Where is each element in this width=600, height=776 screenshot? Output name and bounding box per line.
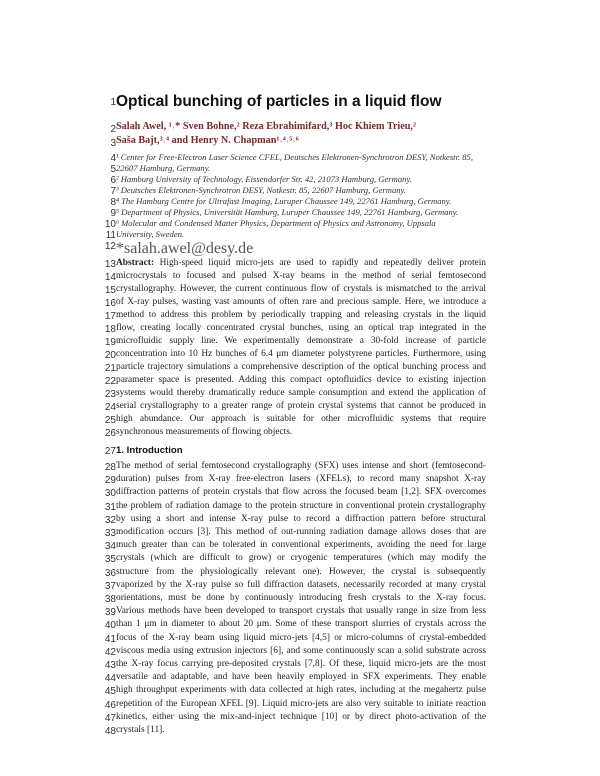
line-number: 31: [104, 501, 116, 513]
body-text-line: high abundance. Our approach is suitable for other microfluidic systems that require: [116, 414, 486, 424]
line-number: 28: [104, 462, 116, 473]
line-number: 41: [104, 633, 116, 645]
body-text-line: crystallography. However, the current continuous flow of crystals is mismatched to the arrival: [116, 284, 486, 294]
affiliation-line: ⁵ Department of Physics, Universität Hamburg, Luruper Chaussee 149, 22761 Hamburg, Germany.: [116, 207, 459, 217]
line-number: 30: [104, 488, 116, 500]
affiliation-line: ⁴ The Hamburg Centre for Ultrafast Imaging, Luruper Chaussee 149, 22761 Hamburg, Germany.: [116, 196, 452, 206]
line-number: 38: [104, 594, 116, 605]
line-number: 27: [104, 446, 116, 457]
line-number: 10: [104, 219, 116, 230]
body-text-line: of X-ray pulses, wasting vast amounts of often rare and precious sample. Here, we introduce a: [116, 297, 486, 307]
line-number: 23: [104, 389, 116, 400]
line-number: 45: [104, 686, 116, 698]
line-number: 15: [104, 285, 116, 296]
line-number: 22: [104, 376, 116, 387]
line-number: 5: [110, 164, 116, 175]
line-number: 39: [104, 607, 116, 619]
line-number: 3: [110, 138, 116, 149]
body-text-line: The method of serial femtosecond crystallography (SFX) uses intense and short (femtosecond-: [116, 461, 486, 471]
line-number: 35: [104, 554, 116, 566]
line-number: 26: [104, 428, 116, 439]
affiliation-line: University, Sweden.: [116, 229, 185, 239]
line-number: 40: [104, 620, 116, 632]
affiliation-line: 22607 Hamburg, Germany.: [116, 163, 211, 173]
body-text-line: structure from the physiologically relevant one). However, the crystal is subsequently: [116, 566, 486, 577]
body-text-line: Various methods have been developed to transport crystals that usually range in size from less: [116, 606, 486, 617]
line-number: 12: [104, 241, 116, 252]
line-number: 2: [110, 124, 116, 135]
body-text-line: flow, creating locally concentrated crystal bunches, using an optical trap integrated in the: [116, 323, 486, 333]
body-text-line: versatile and adaptable, and have been heavily employed in SFX experiments. They enable: [116, 672, 486, 683]
body-text-line: method to address this problem by periodically trapping and releasing crystals in the liquid: [116, 310, 486, 320]
affiliation-line: ² Hamburg University of Technology, Eissendorfer Str. 42, 21073 Hamburg, Germany.: [116, 174, 412, 184]
body-text-line: crystals (which are difficult to grow) or cryogenic temperatures (which may modify the: [116, 553, 486, 564]
line-number: 18: [104, 324, 116, 335]
abstract-label: Abstract:: [116, 258, 155, 268]
line-number: 14: [104, 272, 116, 283]
corresponding-email[interactable]: *salah.awel@desy.de: [116, 240, 254, 257]
line-number: 37: [104, 580, 116, 592]
line-number: 47: [104, 712, 116, 724]
line-number: 8: [110, 197, 116, 208]
line-number: 17: [104, 311, 116, 322]
line-number: 32: [104, 514, 116, 526]
body-text-line: than 1 μm in diameter to about 20 μm. Some of these transport slurries of crystals across the: [116, 619, 486, 630]
line-number: 44: [104, 673, 116, 685]
body-text-line: concentration into 10 Hz bunches of 6.4 μm diameter polystyrene particles. Furthermore, using: [116, 349, 486, 359]
body-text-line: much greater than can be tolerated in conventional experiments, avoiding the need for large: [116, 540, 486, 551]
body-text-line: modification occurs [3]. This method of out-running radiation damage allows doses that are: [116, 527, 486, 537]
body-text-line: the X-ray focus carrying pre-deposited crystals [7,8]. Of these, liquid micro-jets are the most: [116, 659, 486, 669]
line-number: 25: [104, 415, 116, 426]
section-heading: 1. Introduction: [116, 445, 183, 456]
body-text-line: high throughput experiments with data collected at high rates, including at the megahertz pulse: [116, 685, 486, 696]
line-number: 29: [104, 475, 116, 487]
affiliation-line: ¹ Center for Free-Electron Laser Science CFEL, Deutsches Elektronen-Synchrotron DESY, Notkestr. 85,: [116, 152, 474, 162]
line-number: 1: [110, 97, 116, 108]
body-text-line: kinetics, either using the mix-and-inject technique [10] or by direct photo-activation of the: [116, 711, 486, 722]
body-text-line: diffraction patterns of protein crystals that flow across the focused beam [1,2]. SFX overcomes: [116, 487, 486, 498]
line-number: 11: [105, 230, 116, 241]
body-text-line: focus of the X-ray beam using liquid micro-jets [4,5] or micro-columns of crystal-embedded: [116, 632, 486, 643]
body-text-line: serial crystallography to a greater range of protein crystal systems that cannot be produced in: [116, 401, 486, 411]
line-number: 21: [104, 363, 116, 374]
line-number: 36: [104, 567, 116, 579]
author-list: Salah Awel, ¹˒* Sven Bohne,² Reza Ebrahimifard,³ Hoc Khiem Trieu,²: [116, 121, 417, 132]
body-text-line: [116, 258, 486, 271]
line-number: 4: [110, 153, 116, 164]
line-number: 20: [104, 350, 116, 361]
body-text-line: repetition of the European XFEL [9]. Liquid micro-jets are also very suitable to initiate reaction: [116, 698, 486, 709]
affiliation-line: ³ Deutsches Elektronen-Synchrotron DESY, Notkestr. 85, 22607 Hamburg, Germany.: [116, 185, 407, 195]
line-number: 48: [104, 726, 116, 737]
line-number: 34: [104, 541, 116, 553]
paper-title: Optical bunching of particles in a liquid flow: [116, 93, 442, 110]
body-text-line: systems would thereby dramatically reduce sample consumption and extend the application of: [116, 388, 486, 398]
body-text-line: vaporized by the X-ray pulse so full diffraction datasets, necessarily recorded at many crystal: [116, 579, 486, 590]
body-text-line: by using a short and intense X-ray pulse to record a diffraction pattern before structural: [116, 513, 486, 524]
abstract-text: High-speed liquid micro-jets are used to rapidly and repeatedly deliver protein: [159, 258, 486, 268]
body-text-line: particle trajectory simulations a comprehensive description of the optical bunching process and: [116, 362, 486, 372]
line-number: 46: [104, 699, 116, 711]
body-text-line: crystals [11].: [116, 725, 165, 735]
body-text-line: orientations, must be done by continuously introducing fresh crystals to the X-ray focus.: [116, 593, 486, 603]
line-number: 6: [110, 175, 116, 186]
line-number: 7: [110, 186, 116, 197]
line-number: 43: [104, 660, 116, 671]
line-number: 9: [110, 208, 116, 219]
body-text-line: duration) pulses from X-ray free-electron lasers (XFELs), to record many snapshot X-ray: [116, 474, 486, 485]
line-number: 42: [104, 646, 116, 658]
line-number: 13: [104, 259, 116, 270]
body-text-line: the problem of radiation damage to the protein structure in conventional protein crystallography: [116, 500, 486, 511]
affiliation-line: ⁶ Molecular and Condensed Matter Physics, Department of Physics and Astronomy, Uppsala: [116, 218, 436, 228]
body-text-line: microcrystals to focused and pulsed X-ray beams in the method of serial femtosecond: [116, 271, 486, 281]
line-number: 16: [104, 298, 116, 309]
line-number: 24: [104, 402, 116, 413]
author-list: Saša Bajt,³˒⁴ and Henry N. Chapman¹˒⁴˒⁵˒⁶: [116, 135, 299, 146]
body-text-line: microfluidic supply line. We experimentally demonstrate a 30-fold increase of particle: [116, 336, 486, 346]
line-number: 19: [104, 337, 116, 348]
body-text-line: viscous media using extrusion injectors [6], and some continuously scan a solid substrate across: [116, 645, 486, 656]
line-number: 33: [104, 528, 116, 539]
body-text-line: parameter space is presented. Adding this compact optofluidics device to existing injection: [116, 375, 486, 385]
body-text-line: synchronous measurements of flowing objects.: [116, 427, 293, 437]
